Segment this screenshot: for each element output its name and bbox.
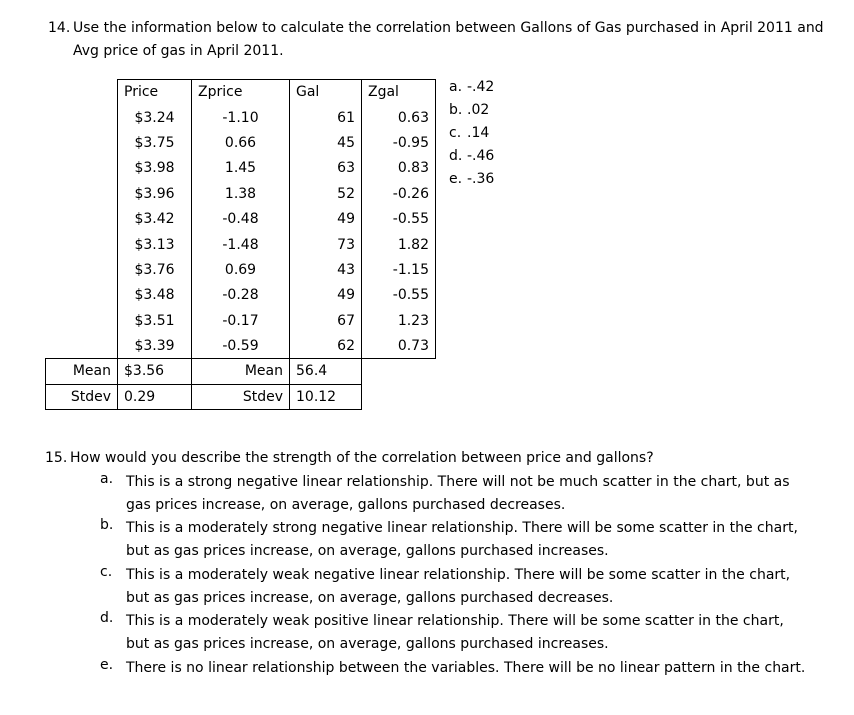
zprice-cell: -1.10 (192, 105, 290, 130)
zprice-cell: 1.38 (192, 181, 290, 206)
zprice-cell: 0.66 (192, 130, 290, 155)
table-row (46, 206, 436, 231)
zprice-cell: -1.48 (192, 232, 290, 257)
price-cell: $3.48 (118, 283, 192, 308)
zgal-cell: 1.23 (362, 308, 436, 333)
option-letter: a. (449, 79, 463, 95)
table-row (46, 105, 436, 130)
price-cell: $3.24 (118, 105, 192, 130)
price-mean: $3.56 (118, 359, 192, 384)
option-letter: e. (449, 171, 463, 187)
gas-data-table (45, 79, 436, 410)
empty-cell (46, 333, 118, 358)
zgal-cell: -0.95 (362, 130, 436, 155)
zgal-cell: -0.55 (362, 283, 436, 308)
table-row (46, 333, 436, 358)
gal-cell: 61 (290, 105, 362, 130)
zprice-cell: 0.69 (192, 257, 290, 282)
option-letter: c. (100, 564, 113, 580)
price-cell: $3.13 (118, 232, 192, 257)
zgal-cell: 1.82 (362, 232, 436, 257)
empty-cell (362, 384, 436, 409)
table-row (46, 130, 436, 155)
gal-mean-label: Mean (192, 359, 290, 384)
empty-cell (46, 232, 118, 257)
price-cell: $3.76 (118, 257, 192, 282)
stdev-label: Stdev (46, 384, 118, 409)
empty-cell (46, 156, 118, 181)
price-cell: $3.75 (118, 130, 192, 155)
gal-stdev-label: Stdev (192, 384, 290, 409)
gal-mean: 56.4 (290, 359, 362, 384)
gal-cell: 52 (290, 181, 362, 206)
price-cell: $3.96 (118, 181, 192, 206)
option-text: .14 (467, 125, 490, 141)
option-letter: b. (100, 517, 114, 533)
zgal-cell: 0.73 (362, 333, 436, 358)
price-cell: $3.51 (118, 308, 192, 333)
header-zgal: Zgal (362, 80, 436, 105)
option-d[interactable] (449, 148, 494, 171)
empty-cell (46, 283, 118, 308)
option-letter: b. (449, 102, 463, 118)
empty-cell (46, 181, 118, 206)
price-cell: $3.98 (118, 156, 192, 181)
question-14-number: 14. (48, 20, 71, 36)
option-letter: e. (100, 657, 114, 673)
table-header-row (46, 80, 436, 105)
empty-cell (46, 130, 118, 155)
question-14-text-line1: Use the information below to calculate the correlation between Gallons of Gas purchased in April 2011 and (73, 20, 824, 36)
table-row (46, 283, 436, 308)
table-row (46, 232, 436, 257)
price-cell: $3.42 (118, 206, 192, 231)
option-letter: c. (449, 125, 462, 141)
zprice-cell: -0.28 (192, 283, 290, 308)
stdev-row (46, 384, 436, 409)
gal-cell: 62 (290, 333, 362, 358)
empty-cell (46, 105, 118, 130)
mean-label: Mean (46, 359, 118, 384)
question-14-text-line2: Avg price of gas in April 2011. (73, 43, 284, 59)
gal-cell: 73 (290, 232, 362, 257)
option-text: There is no linear relationship between the variables. There will be no linear pattern in the chart. (126, 660, 806, 676)
table-row (46, 181, 436, 206)
gal-cell: 63 (290, 156, 362, 181)
zgal-cell: 0.63 (362, 105, 436, 130)
zprice-cell: -0.17 (192, 308, 290, 333)
option-text: This is a moderately weak positive linear relationship. There will be some scatter in the chart, but as gas prices increase, on average, gallons purchased increases. (126, 613, 784, 652)
question-15-number: 15. (45, 450, 68, 466)
gal-cell: 67 (290, 308, 362, 333)
table-row (46, 308, 436, 333)
header-gal: Gal (290, 80, 362, 105)
option-letter: d. (449, 148, 463, 164)
option-text: -.46 (467, 148, 495, 164)
price-stdev: 0.29 (118, 384, 192, 409)
zgal-cell: -0.26 (362, 181, 436, 206)
zprice-cell: -0.59 (192, 333, 290, 358)
gal-cell: 43 (290, 257, 362, 282)
mean-row (46, 359, 436, 384)
empty-cell (46, 206, 118, 231)
option-b[interactable] (449, 102, 494, 125)
empty-cell (46, 257, 118, 282)
zgal-cell: 0.83 (362, 156, 436, 181)
empty-cell (46, 308, 118, 333)
empty-cell (362, 359, 436, 384)
option-text: .02 (467, 102, 490, 118)
question-14-options (449, 79, 494, 194)
gal-cell: 49 (290, 206, 362, 231)
option-text: This is a moderately strong negative linear relationship. There will be some scatter in the chart, but as gas prices increase, on average, gallons purchased increases. (126, 520, 798, 559)
zgal-cell: -0.55 (362, 206, 436, 231)
header-zprice: Zprice (192, 80, 290, 105)
option-text: -.36 (467, 171, 495, 187)
question-15-text: How would you describe the strength of the correlation between price and gallons? (70, 450, 654, 466)
option-letter: d. (100, 610, 114, 626)
option-e[interactable] (449, 171, 494, 194)
option-c[interactable] (449, 125, 494, 148)
table-row (46, 156, 436, 181)
gal-cell: 49 (290, 283, 362, 308)
option-letter: a. (100, 471, 114, 487)
option-text: -.42 (467, 79, 495, 95)
gal-stdev: 10.12 (290, 384, 362, 409)
zprice-cell: 1.45 (192, 156, 290, 181)
table-row (46, 257, 436, 282)
option-text: This is a moderately weak negative linear relationship. There will be some scatter in the chart, but as gas prices increase, on average, gallons purchased decreases. (126, 567, 791, 606)
option-a[interactable] (449, 79, 494, 102)
zgal-cell: -1.15 (362, 257, 436, 282)
gal-cell: 45 (290, 130, 362, 155)
zprice-cell: -0.48 (192, 206, 290, 231)
price-cell: $3.39 (118, 333, 192, 358)
option-text: This is a strong negative linear relationship. There will not be much scatter in the chart, but as gas prices increase, on average, gallons purchased decreases. (126, 474, 790, 513)
header-price: Price (118, 80, 192, 105)
